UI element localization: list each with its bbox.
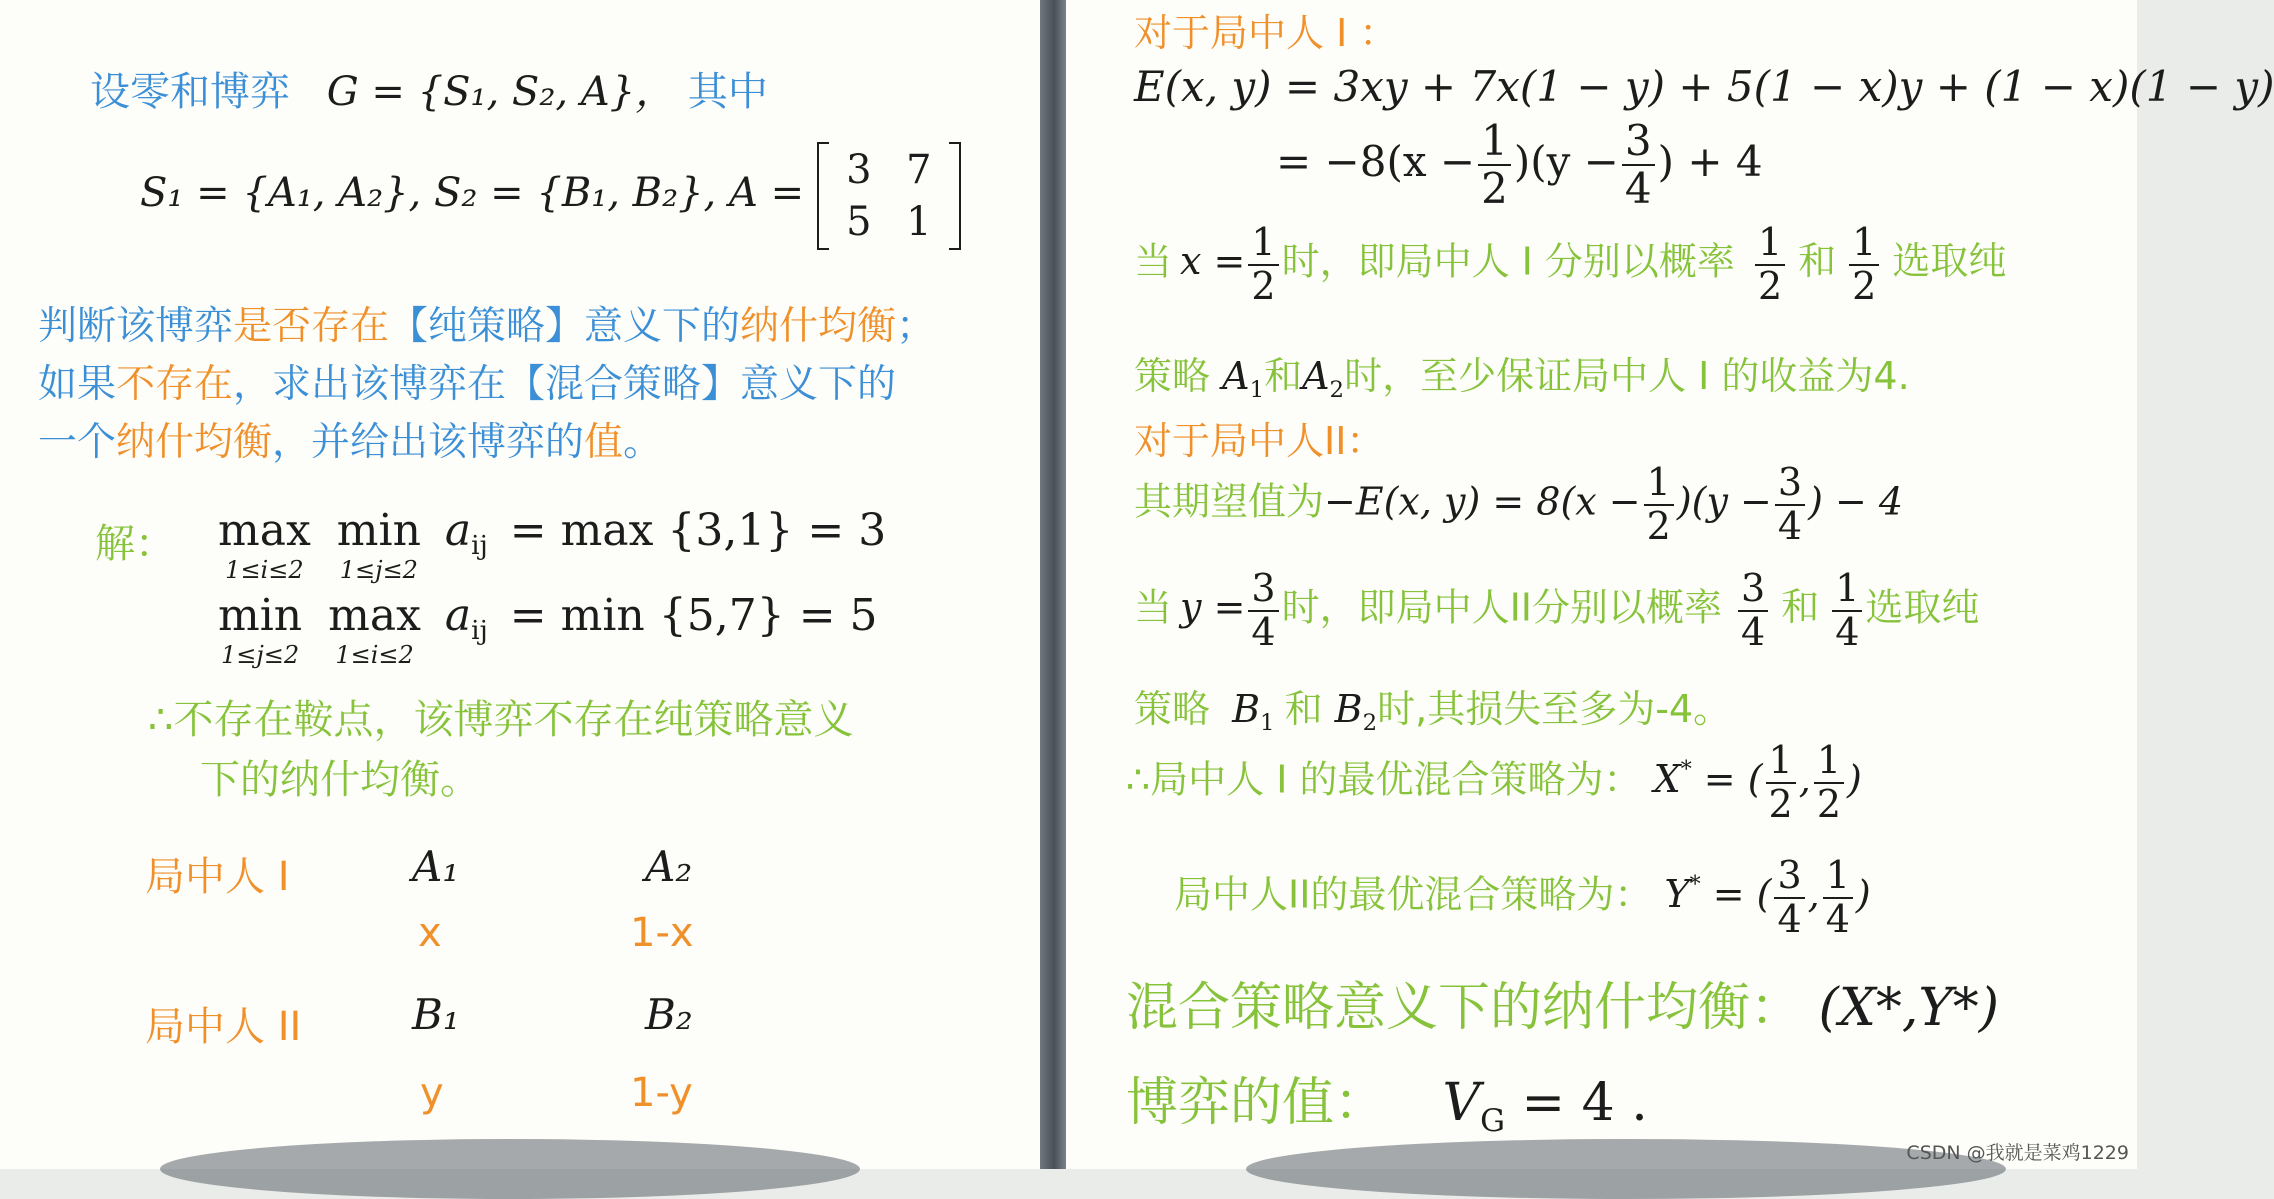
right-page [1066,0,2274,1169]
green-text: 和 [1284,687,1323,731]
expectation-part: = −8(x − [1276,137,1476,187]
intro-where: 其中 [687,69,768,115]
maxmin-line: max 1≤i≤2 min 1≤j≤2 $a_{ij} = \max \{3,1\} = 3$ [218,505,887,584]
question-highlight: 纳什均衡 [116,420,273,465]
green-text: 策略 [1134,354,1211,398]
value-result: = 4 . [1505,1073,1648,1133]
question-text: ，求出该博弈在【混合策略】意义下的 [233,362,897,407]
question-text: 如果 [38,362,117,407]
question-text: 。 [623,420,663,465]
green-text: 时，至少保证局中人 I 的收益为4. [1344,354,1910,398]
p2-expectation-line: 其期望值为−E(x, y) = 8(x − $\frac{1}{2}$ )(y − $\frac{3}{4}$ ) − 4 [1134,460,1904,548]
equilibrium-label: 混合策略意义下的纳什均衡： [1126,978,1803,1038]
equilibrium-line [1126,965,1999,1040]
sets-line [140,142,961,250]
green-text: 时，即局中人 I 分别以概率 [1281,239,1735,284]
matrix-cell: 7 [906,147,932,193]
value-label: 博弈的值： [1126,1073,1387,1133]
matrix-cell: 3 [846,147,872,193]
conclusion-line-1: ∴不存在鞍点，该博弈不存在纯策略意义 [148,697,854,743]
question-text: 【纯策略】意义下的 [389,304,741,349]
p2-expectation-part: −E(x, y) = 8(x − [1324,479,1641,524]
solution-label: 解： [95,521,175,567]
value-subscript: G [1480,1102,1506,1139]
green-text: 局中人II的最优混合策略为： [1174,872,1653,917]
p2-header: 对于局中人II： [1134,419,1385,463]
expectation-rhs: = −8(x − $\frac{1}{2}$ )(y − $\frac{3}{4}$ ) + 4 [1276,116,1763,214]
green-text: 选取纯 [1865,585,1980,630]
game-definition: G = {S₁, S₂, A}， [326,69,676,115]
opt-p2-line: 局中人II的最优混合策略为： Y* = ( $\frac{3}{4}$ , $\frac{1}{4}$ ) [1174,853,1871,941]
question-text: ； [896,304,936,349]
book-spine [1040,0,1066,1169]
opt-p1-line: ∴局中人 I 的最优混合策略为： X* = ( $\frac{1}{2}$ , $\frac{1}{2}$ ) [1126,738,1862,826]
matrix-cell: 1 [906,199,932,245]
question-line-3 [38,411,662,467]
green-text: 当 [1134,239,1173,284]
intro-line [90,60,768,117]
green-text: ∴局中人 I 的最优混合策略为： [1126,757,1642,802]
strategy-b2: B₂ [645,990,693,1039]
prob-1-x: 1-x [630,910,694,956]
page-curl [1246,1139,2006,1199]
player1-label: 局中人 I [145,854,290,900]
expectation-part: )(y − [1513,137,1619,187]
prob-x: x [418,910,442,956]
maxmin-result: = max {3,1} = 3 [509,505,887,556]
watermark: CSDN @我就是菜鸡1229 [1906,1142,2129,1164]
payoff-matrix [817,142,961,250]
value-line [1126,1060,1648,1139]
prob-1-y: 1-y [630,1070,693,1116]
question-highlight: 是否存在 [233,304,390,349]
green-text: 时，即局中人II分别以概率 [1281,585,1723,630]
expectation-lhs: E(x, y) = 3xy + 7x(1 − y) + 5(1 − x)y + (1 − x)(1 − y) [1134,62,2274,111]
green-text: 和 [1264,354,1303,398]
question-text: 判断该博弈 [38,304,234,349]
question-text: 一个 [38,420,117,465]
question-highlight: 值 [584,420,624,465]
green-text: 策略 [1134,687,1211,731]
equilibrium-value: (X*,Y*) [1818,978,1999,1038]
question-text: ，并给出该博弈的 [272,420,585,465]
left-page [0,0,1040,1169]
green-text: 当 [1134,585,1173,630]
question-line-1 [38,295,935,351]
strategy-b-line: 策略 $B_1$ 和 $B_2$时,其损失至多为-4。 [1134,687,1732,736]
sets-definition: S₁ = {A₁, A₂}, S₂ = {B₁, B₂}, A = [140,170,805,216]
strategy-a2: A₂ [645,842,693,891]
value-symbol: V [1442,1073,1481,1133]
intro-label: 设零和博弈 [90,69,290,115]
when-y-line: 当 y = $\frac{3}{4}$ 时，即局中人II分别以概率 $\frac{3}{4}$ 和 $\frac{1}{4}$ 选取纯 [1134,566,1980,654]
prob-y: y [420,1070,444,1116]
when-x-line: 当 x = $\frac{1}{2}$ 时，即局中人 I 分别以概率 $\frac{1}{2}$ 和 $\frac{1}{2}$ 选取纯 [1134,220,2007,308]
strategy-b1: B₁ [412,990,460,1039]
strategy-a-line: 策略 $A_1$和$A_2$时，至少保证局中人 I 的收益为4. [1134,354,1910,403]
green-text: 时,其损失至多为-4。 [1377,687,1732,731]
question-highlight: 纳什均衡 [740,304,897,349]
green-text: 和 [1781,585,1820,630]
question-line-2 [38,353,896,409]
strategy-a1: A₁ [412,842,460,891]
green-text: 其期望值为 [1134,479,1325,524]
question-highlight: 不存在 [116,362,234,407]
p2-expectation-part: )(y − [1676,479,1772,524]
page-curl [160,1139,860,1199]
matrix-cell: 5 [846,199,872,245]
minmax-result: = min {5,7} = 5 [509,590,878,641]
p2-expectation-part: ) − 4 [1808,479,1904,524]
green-text: 选取纯 [1892,239,2007,284]
expectation-part: ) + 4 [1657,137,1763,187]
player2-label: 局中人 II [145,1004,302,1050]
minmax-line: min 1≤j≤2 max 1≤i≤2 $a_{ij} = \min \{5,7\} = 5$ [218,590,878,669]
green-text: 和 [1798,239,1837,284]
conclusion-line-2: 下的纳什均衡。 [200,757,480,803]
p1-header: 对于局中人 I ： [1134,11,1398,55]
